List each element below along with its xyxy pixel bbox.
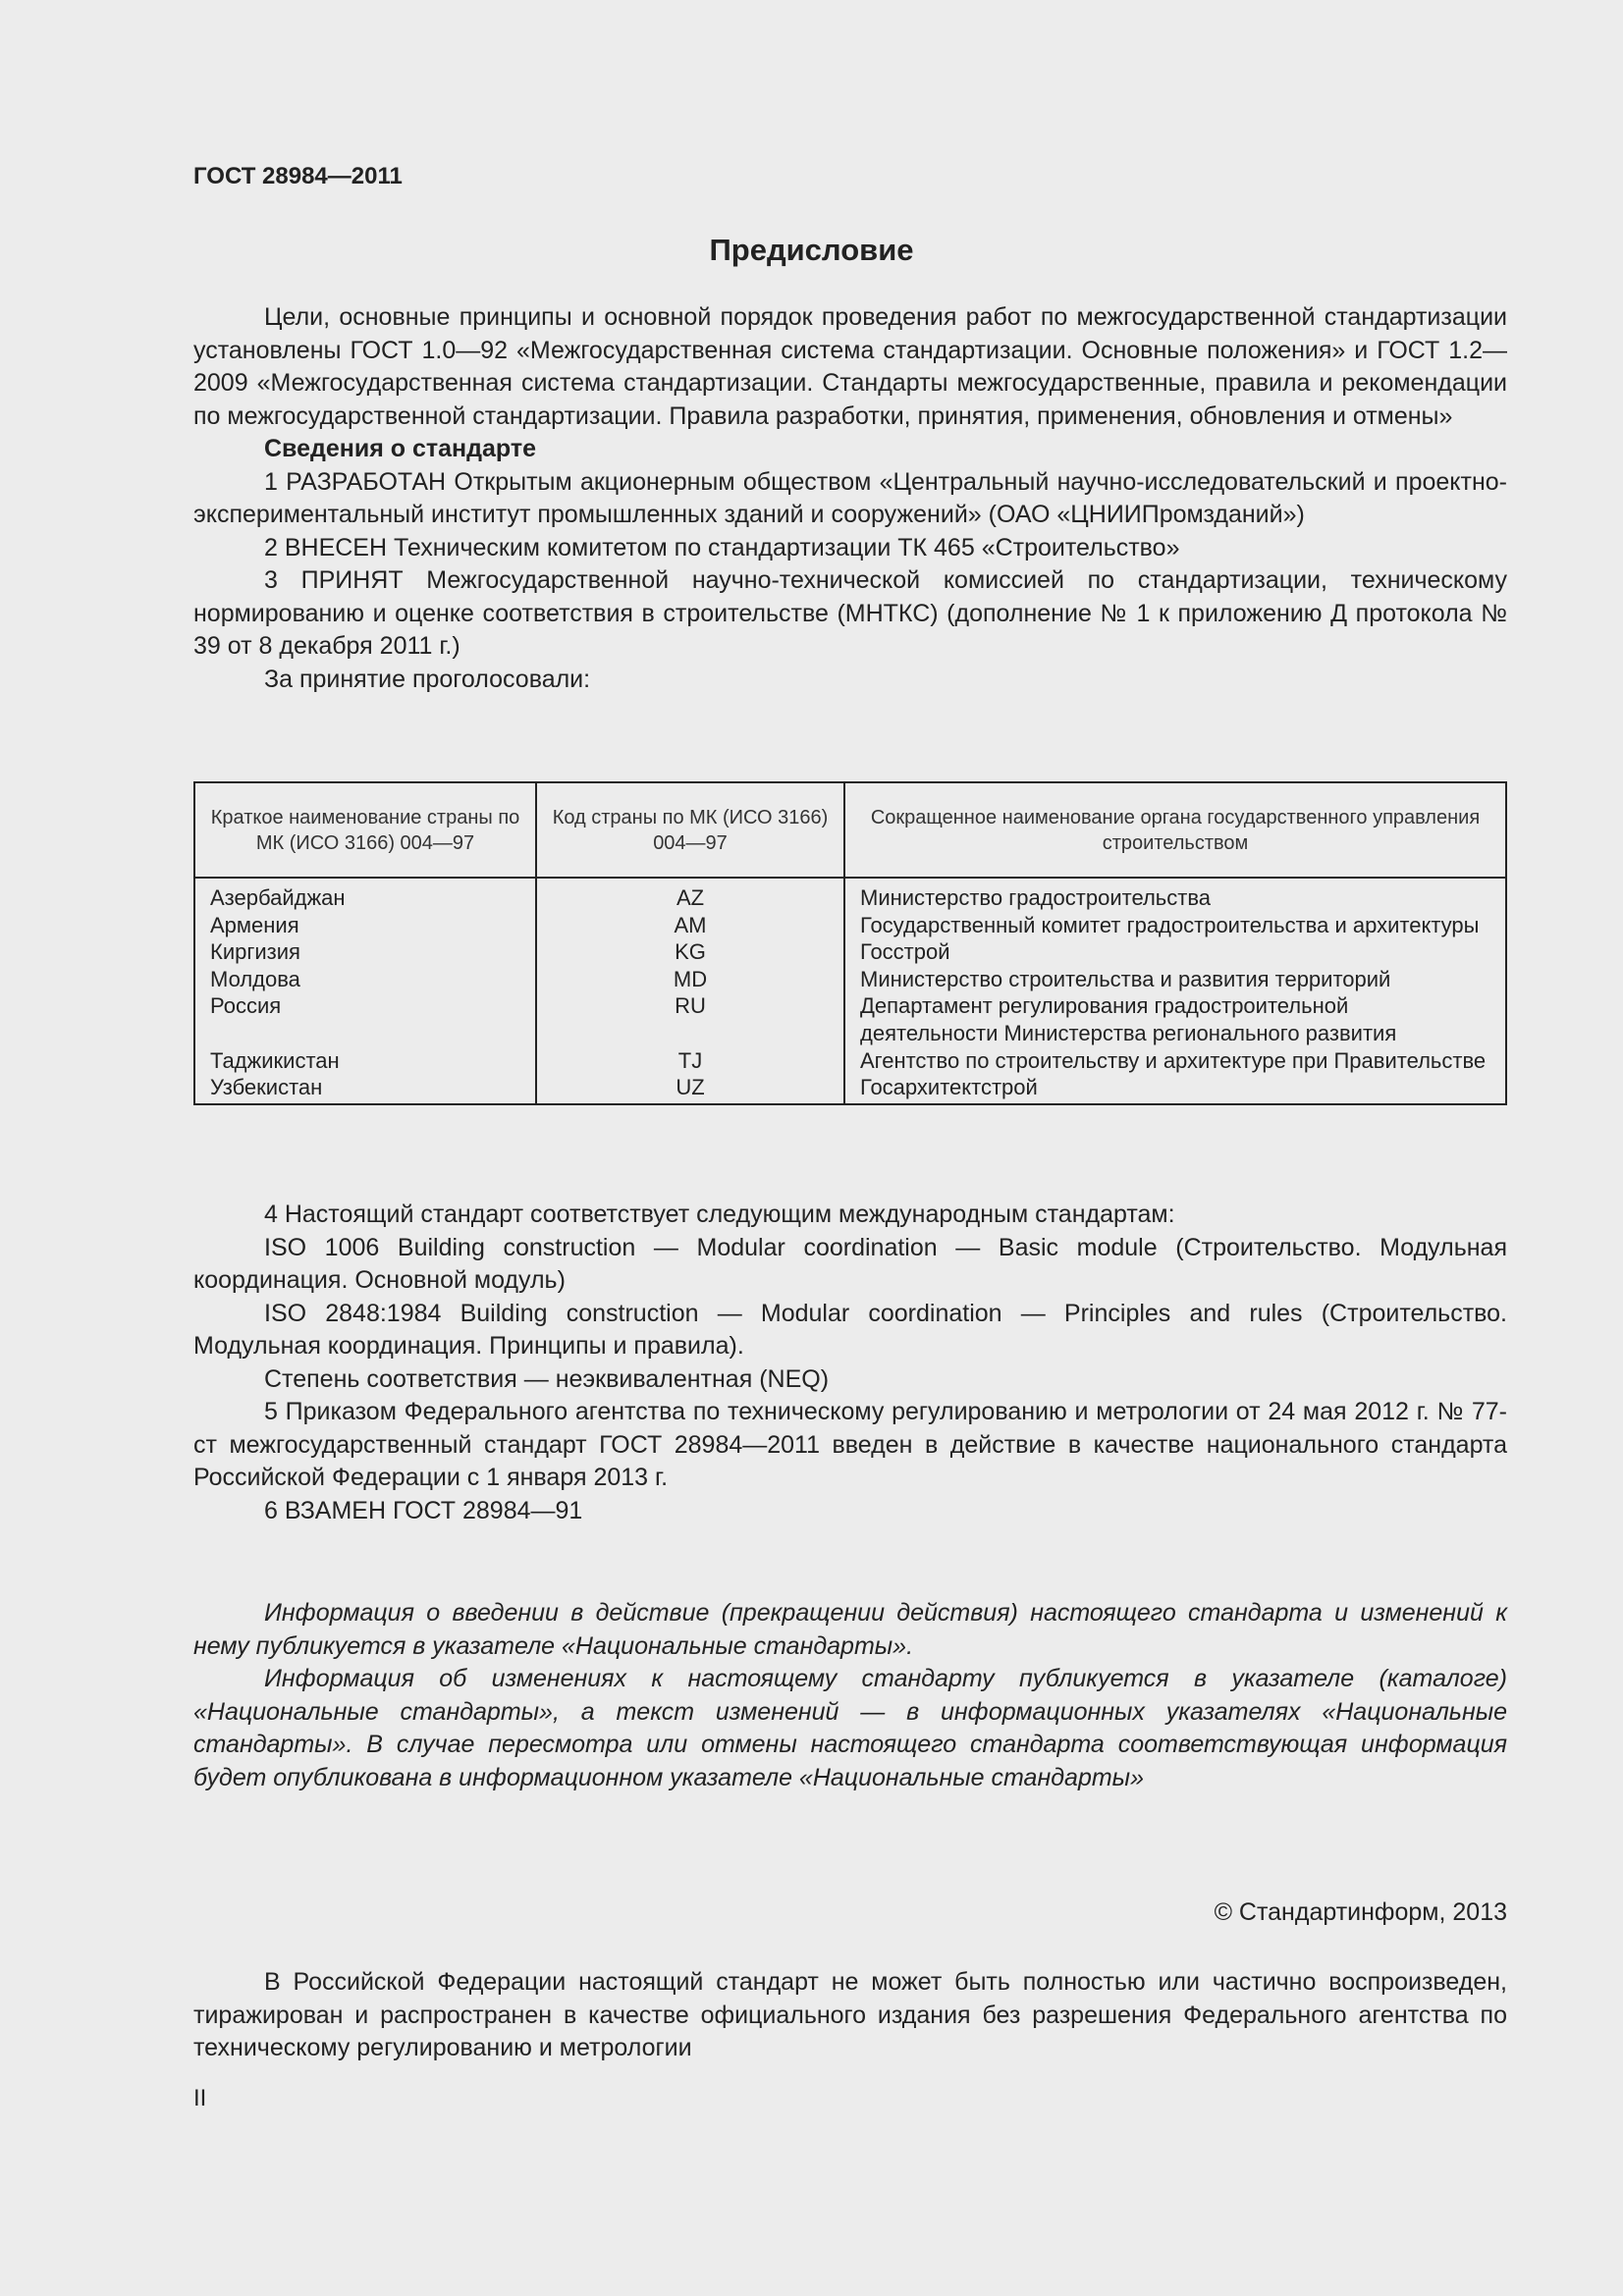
publication-notice <box>193 1597 1507 1794</box>
cell-code: RU <box>536 992 844 1046</box>
table-row <box>194 1047 1506 1075</box>
cell-authority: Министерство градостроительства <box>860 885 1212 910</box>
cell-country: Таджикистан <box>194 1047 536 1075</box>
cell-code: TJ <box>536 1047 844 1075</box>
conformity-degree: Степень соответствия — неэквивалентная (NEQ) <box>264 1364 830 1393</box>
page-title: Предисловие <box>709 233 914 267</box>
section-heading: Сведения о стандарте <box>264 435 537 462</box>
cell-code: AZ <box>536 878 844 912</box>
standards-section <box>193 1199 1507 1527</box>
voting-table <box>193 781 1507 1105</box>
item-1: 1 РАЗРАБОТАН Открытым акционерным обществом «Центральный научно-исследовательский и проектно-экспериментальный институт промышленных зданий и сооружений» (ОАО «ЦНИИПромзданий») <box>193 467 1507 528</box>
cell-authority: Госстрой <box>860 939 950 965</box>
table-row <box>194 938 1506 966</box>
cell-country: Молдова <box>194 966 536 993</box>
cell-authority: Государственный комитет градостроительства и архитектуры <box>860 912 1480 937</box>
cell-country: Армения <box>194 912 536 939</box>
cell-authority: Агентство по строительству и архитектуре при Правительстве <box>860 1047 1487 1073</box>
cell-country: Узбекистан <box>194 1074 536 1104</box>
iso-standard-2: ISO 2848:1984 Building construction — Modular coordination — Principles and rules (Строительство. Модульная координация. Принципы и правила). <box>193 1299 1507 1360</box>
table-row <box>194 1074 1506 1104</box>
table-row <box>194 992 1506 1046</box>
item-5: 5 Приказом Федерального агентства по техническому регулированию и метрологии от 24 мая 2012 г. № 77-ст межгосударственный стандарт ГОСТ 28984—2011 введен в действие в качестве национального стандарта Российской Федерации с 1 января 2013 г. <box>193 1398 1507 1491</box>
iso-standard-1: ISO 1006 Building construction — Modular coordination — Basic module (Строительство. Модульная координация. Основной модуль) <box>193 1233 1507 1294</box>
table-row <box>194 912 1506 939</box>
legal-notice <box>193 1966 1507 2065</box>
cell-country: Азербайджан <box>194 878 536 912</box>
vote-line: За принятие проголосовали: <box>264 665 591 693</box>
header-authority: Сокращенное наименование органа государственного управления строительством <box>844 782 1506 878</box>
cell-authority: Госархитектстрой <box>860 1075 1038 1100</box>
page-number: II <box>193 2085 207 2111</box>
cell-code: MD <box>536 966 844 993</box>
table-row <box>194 966 1506 993</box>
header-country-name: Краткое наименование страны по МК (ИСО 3166) 004—97 <box>194 782 536 878</box>
cell-code: AM <box>536 912 844 939</box>
document-id: ГОСТ 28984—2011 <box>193 163 403 189</box>
item-6: 6 ВЗАМЕН ГОСТ 28984—91 <box>264 1496 583 1524</box>
cell-authority: Министерство строительства и развития территорий <box>860 966 1391 991</box>
item-2: 2 ВНЕСЕН Техническим комитетом по стандартизации ТК 465 «Строительство» <box>264 533 1180 561</box>
copyright-line: © Стандартинформ, 2013 <box>1214 1898 1507 1926</box>
item-4: 4 Настоящий стандарт соответствует следующим международным стандартам: <box>264 1201 1175 1228</box>
notice-paragraph-2: Информация об изменениях к настоящему стандарту публикуется в указателе (каталоге) «Национальные стандарты», а текст изменений — в информационных указателях «Национальные стандарты». В случае пересмотра или отмены настоящего стандарта соответствующая информация будет опубликована в информационном указателе «Национальные стандарты» <box>193 1665 1507 1791</box>
legal-paragraph: В Российской Федерации настоящий стандарт не может быть полностью или частично воспроизведен, тиражирован и распространен в качестве официального издания без разрешения Федерального агентства по техническому регулированию и метрологии <box>193 1968 1507 2061</box>
item-3: 3 ПРИНЯТ Межгосударственной научно-технической комиссией по стандартизации, техническому нормированию и оценке соответствия в строительстве (МНТКС) (дополнение № 1 к приложению Д протокола № 39 от 8 декабря 2011 г.) <box>193 566 1507 660</box>
cell-country: Киргизия <box>194 938 536 966</box>
cell-code: KG <box>536 938 844 966</box>
cell-authority: Департамент регулирования градостроительной деятельности Министерства регионального развития <box>860 993 1397 1045</box>
intro-paragraph: Цели, основные принципы и основной порядок проведения работ по межгосударственной стандартизации установлены ГОСТ 1.0—92 «Межгосударственная система стандартизации. Основные положения» и ГОСТ 1.2—2009 «Межгосударственная система стандартизации. Стандарты межгосударственные, правила и рекомендации по межгосударственной стандартизации. Правила разработки, принятия, применения, обновления и отмены» <box>193 303 1507 430</box>
cell-code: UZ <box>536 1074 844 1104</box>
foreword-body <box>193 301 1507 696</box>
header-country-code: Код страны по МК (ИСО 3166) 004—97 <box>536 782 844 878</box>
notice-paragraph-1: Информация о введении в действие (прекращении действия) настоящего стандарта и изменений к нему публикуется в указателе «Национальные стандарты». <box>193 1599 1507 1660</box>
table-header-row <box>194 782 1506 878</box>
cell-country: Россия <box>194 992 536 1046</box>
table-row <box>194 878 1506 912</box>
